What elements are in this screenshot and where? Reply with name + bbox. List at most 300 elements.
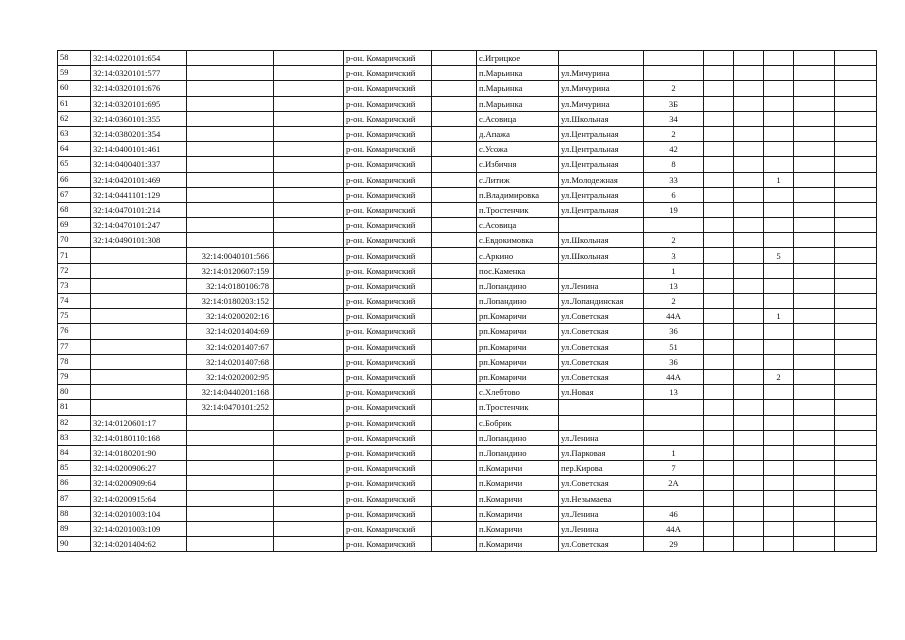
empty-cell	[734, 111, 764, 126]
locality: д.Апажа	[477, 126, 559, 141]
row-number: 72	[58, 263, 91, 278]
empty-cell	[794, 521, 835, 536]
cadastral-number: 32:14:0420101:469	[91, 172, 187, 187]
district: р-он. Комаричский	[344, 248, 432, 263]
street: ул.Парковая	[559, 445, 644, 460]
locality: п.Комаричи	[477, 476, 559, 491]
street: ул.Центральная	[559, 126, 644, 141]
district: р-он. Комаричский	[344, 187, 432, 202]
empty-cell	[734, 218, 764, 233]
house-number: 36	[644, 324, 704, 339]
street: ул.Новая	[559, 385, 644, 400]
table-row	[58, 263, 877, 278]
empty-cell	[432, 491, 477, 506]
house-number: 13	[644, 278, 704, 293]
table-row	[58, 369, 877, 384]
house-number: 44А	[644, 309, 704, 324]
cadastral-number-alt	[187, 445, 274, 460]
empty-cell	[835, 218, 877, 233]
cadastral-number: 32:14:0201003:109	[91, 521, 187, 536]
empty-cell	[432, 66, 477, 81]
house-number: 2	[644, 126, 704, 141]
extra-value	[764, 142, 794, 157]
cadastral-number	[91, 248, 187, 263]
cadastral-number	[91, 369, 187, 384]
house-number: 7	[644, 461, 704, 476]
empty-cell	[835, 142, 877, 157]
empty-cell	[835, 96, 877, 111]
empty-cell	[734, 400, 764, 415]
street: ул.Советская	[559, 309, 644, 324]
empty-cell	[734, 324, 764, 339]
empty-cell	[835, 537, 877, 552]
empty-cell	[274, 126, 344, 141]
locality: п.Лопандино	[477, 294, 559, 309]
row-number: 82	[58, 415, 91, 430]
street: ул.Советская	[559, 339, 644, 354]
empty-cell	[432, 96, 477, 111]
empty-cell	[704, 142, 734, 157]
cadastral-number: 32:14:0400401:337	[91, 157, 187, 172]
empty-cell	[274, 415, 344, 430]
row-number: 58	[58, 51, 91, 66]
empty-cell	[794, 385, 835, 400]
empty-cell	[432, 506, 477, 521]
table-row	[58, 142, 877, 157]
empty-cell	[704, 521, 734, 536]
locality: п.Комаричи	[477, 491, 559, 506]
cadastral-number-alt	[187, 157, 274, 172]
cadastral-number-alt: 32:14:0201407:67	[187, 339, 274, 354]
house-number: 1	[644, 445, 704, 460]
cadastral-number: 32:14:0470101:214	[91, 202, 187, 217]
row-number: 59	[58, 66, 91, 81]
cadastral-number-alt: 32:14:0202002:95	[187, 369, 274, 384]
empty-cell	[835, 491, 877, 506]
empty-cell	[794, 476, 835, 491]
empty-cell	[794, 142, 835, 157]
district: р-он. Комаричский	[344, 309, 432, 324]
empty-cell	[432, 187, 477, 202]
empty-cell	[734, 461, 764, 476]
empty-cell	[794, 445, 835, 460]
empty-cell	[274, 385, 344, 400]
extra-value	[764, 157, 794, 172]
empty-cell	[794, 354, 835, 369]
house-number: 13	[644, 385, 704, 400]
empty-cell	[734, 369, 764, 384]
empty-cell	[835, 339, 877, 354]
cadastral-number-alt	[187, 218, 274, 233]
empty-cell	[432, 248, 477, 263]
empty-cell	[704, 400, 734, 415]
cadastral-number-alt: 32:14:0120607:159	[187, 263, 274, 278]
empty-cell	[734, 506, 764, 521]
district: р-он. Комаричский	[344, 51, 432, 66]
empty-cell	[432, 339, 477, 354]
cadastral-number: 32:14:0320101:676	[91, 81, 187, 96]
street: ул.Ленина	[559, 278, 644, 293]
locality: п.Марьинка	[477, 66, 559, 81]
house-number: 8	[644, 157, 704, 172]
extra-value	[764, 233, 794, 248]
cadastral-number-alt	[187, 172, 274, 187]
empty-cell	[835, 521, 877, 536]
table-row	[58, 51, 877, 66]
table-row	[58, 521, 877, 536]
locality: п.Комаричи	[477, 521, 559, 536]
house-number	[644, 400, 704, 415]
street: ул.Советская	[559, 476, 644, 491]
street: ул.Молодежная	[559, 172, 644, 187]
locality: с.Игрицкое	[477, 51, 559, 66]
empty-cell	[734, 187, 764, 202]
empty-cell	[704, 263, 734, 278]
empty-cell	[794, 400, 835, 415]
extra-value	[764, 81, 794, 96]
empty-cell	[794, 461, 835, 476]
locality: рп.Комаричи	[477, 309, 559, 324]
extra-value	[764, 400, 794, 415]
empty-cell	[835, 324, 877, 339]
table-row	[58, 430, 877, 445]
empty-cell	[704, 126, 734, 141]
empty-cell	[704, 187, 734, 202]
district: р-он. Комаричский	[344, 537, 432, 552]
row-number: 62	[58, 111, 91, 126]
empty-cell	[794, 187, 835, 202]
house-number: 2А	[644, 476, 704, 491]
empty-cell	[432, 202, 477, 217]
table-row	[58, 476, 877, 491]
empty-cell	[835, 461, 877, 476]
empty-cell	[794, 537, 835, 552]
extra-value	[764, 66, 794, 81]
empty-cell	[704, 157, 734, 172]
empty-cell	[432, 111, 477, 126]
district: р-он. Комаричский	[344, 354, 432, 369]
empty-cell	[734, 248, 764, 263]
table-row	[58, 491, 877, 506]
street	[559, 263, 644, 278]
cadastral-number: 32:14:0180201:90	[91, 445, 187, 460]
empty-cell	[704, 309, 734, 324]
extra-value	[764, 51, 794, 66]
empty-cell	[794, 430, 835, 445]
empty-cell	[432, 445, 477, 460]
extra-value: 2	[764, 369, 794, 384]
cadastral-number-alt: 32:14:0040101:566	[187, 248, 274, 263]
cadastral-number: 32:14:0200906:27	[91, 461, 187, 476]
cadastral-number	[91, 385, 187, 400]
street: ул.Школьная	[559, 248, 644, 263]
cadastral-number-alt	[187, 233, 274, 248]
district: р-он. Комаричский	[344, 111, 432, 126]
district: р-он. Комаричский	[344, 506, 432, 521]
row-number: 89	[58, 521, 91, 536]
street	[559, 51, 644, 66]
locality: с.Хлебтово	[477, 385, 559, 400]
street: ул.Школьная	[559, 233, 644, 248]
row-number: 66	[58, 172, 91, 187]
extra-value	[764, 506, 794, 521]
empty-cell	[835, 445, 877, 460]
empty-cell	[835, 369, 877, 384]
empty-cell	[835, 385, 877, 400]
empty-cell	[794, 369, 835, 384]
cadastral-number: 32:14:0400101:461	[91, 142, 187, 157]
house-number: 1	[644, 263, 704, 278]
street: ул.Центральная	[559, 187, 644, 202]
empty-cell	[835, 157, 877, 172]
empty-cell	[835, 415, 877, 430]
district: р-он. Комаричский	[344, 521, 432, 536]
table-row	[58, 506, 877, 521]
table-row	[58, 278, 877, 293]
table-row	[58, 96, 877, 111]
empty-cell	[432, 142, 477, 157]
extra-value: 1	[764, 172, 794, 187]
house-number: 19	[644, 202, 704, 217]
empty-cell	[734, 445, 764, 460]
empty-cell	[734, 309, 764, 324]
street	[559, 400, 644, 415]
empty-cell	[704, 415, 734, 430]
district: р-он. Комаричский	[344, 445, 432, 460]
cadastral-number: 32:14:0470101:247	[91, 218, 187, 233]
extra-value	[764, 415, 794, 430]
table-row	[58, 81, 877, 96]
empty-cell	[734, 142, 764, 157]
locality: рп.Комаричи	[477, 339, 559, 354]
empty-cell	[432, 476, 477, 491]
empty-cell	[734, 202, 764, 217]
empty-cell	[432, 461, 477, 476]
house-number: 2	[644, 233, 704, 248]
empty-cell	[432, 309, 477, 324]
cadastral-number-alt	[187, 506, 274, 521]
row-number: 76	[58, 324, 91, 339]
street: ул.Центральная	[559, 142, 644, 157]
empty-cell	[734, 51, 764, 66]
empty-cell	[274, 202, 344, 217]
table-row	[58, 385, 877, 400]
locality: п.Лопандино	[477, 278, 559, 293]
table-row	[58, 324, 877, 339]
empty-cell	[274, 369, 344, 384]
empty-cell	[274, 51, 344, 66]
cadastral-number-alt: 32:14:0470101:252	[187, 400, 274, 415]
house-number: 51	[644, 339, 704, 354]
empty-cell	[432, 537, 477, 552]
house-number: 2	[644, 81, 704, 96]
row-number: 83	[58, 430, 91, 445]
empty-cell	[274, 476, 344, 491]
empty-cell	[704, 51, 734, 66]
cadastral-number-alt	[187, 51, 274, 66]
locality: п.Комаричи	[477, 506, 559, 521]
street: ул.Советская	[559, 354, 644, 369]
empty-cell	[432, 354, 477, 369]
row-number: 75	[58, 309, 91, 324]
empty-cell	[704, 461, 734, 476]
empty-cell	[704, 278, 734, 293]
cadastral-number-alt: 32:14:0200202:16	[187, 309, 274, 324]
empty-cell	[835, 126, 877, 141]
cadastral-number: 32:14:0220101:654	[91, 51, 187, 66]
row-number: 74	[58, 294, 91, 309]
street: ул.Центральная	[559, 157, 644, 172]
extra-value	[764, 278, 794, 293]
table-row	[58, 126, 877, 141]
empty-cell	[794, 172, 835, 187]
house-number: 6	[644, 187, 704, 202]
empty-cell	[835, 51, 877, 66]
row-number: 73	[58, 278, 91, 293]
district: р-он. Комаричский	[344, 142, 432, 157]
district: р-он. Комаричский	[344, 126, 432, 141]
empty-cell	[432, 521, 477, 536]
cadastral-number-alt	[187, 142, 274, 157]
empty-cell	[274, 537, 344, 552]
row-number: 67	[58, 187, 91, 202]
cadastral-number: 32:14:0180110:168	[91, 430, 187, 445]
cadastral-number	[91, 263, 187, 278]
cadastral-number	[91, 324, 187, 339]
empty-cell	[835, 476, 877, 491]
table-row	[58, 218, 877, 233]
table-row	[58, 445, 877, 460]
cadastral-number: 32:14:0201003:104	[91, 506, 187, 521]
empty-cell	[432, 263, 477, 278]
empty-cell	[835, 111, 877, 126]
empty-cell	[432, 218, 477, 233]
table-row	[58, 157, 877, 172]
empty-cell	[734, 430, 764, 445]
empty-cell	[794, 248, 835, 263]
district: р-он. Комаричский	[344, 461, 432, 476]
cadastral-number-alt: 32:14:0180203:152	[187, 294, 274, 309]
extra-value	[764, 126, 794, 141]
district: р-он. Комаричский	[344, 81, 432, 96]
district: р-он. Комаричский	[344, 415, 432, 430]
cadastral-number-alt	[187, 521, 274, 536]
street: ул.Центральная	[559, 202, 644, 217]
cadastral-number-alt	[187, 66, 274, 81]
empty-cell	[835, 278, 877, 293]
table-row	[58, 309, 877, 324]
cadastral-number-alt	[187, 111, 274, 126]
locality: с.Литиж	[477, 172, 559, 187]
empty-cell	[274, 491, 344, 506]
district: р-он. Комаричский	[344, 263, 432, 278]
extra-value	[764, 430, 794, 445]
extra-value	[764, 111, 794, 126]
table-row	[58, 415, 877, 430]
extra-value	[764, 445, 794, 460]
empty-cell	[432, 430, 477, 445]
empty-cell	[432, 81, 477, 96]
locality: рп.Комаричи	[477, 324, 559, 339]
cadastral-number-alt: 32:14:0440201:168	[187, 385, 274, 400]
empty-cell	[835, 294, 877, 309]
cadastral-number-alt	[187, 187, 274, 202]
empty-cell	[704, 294, 734, 309]
empty-cell	[794, 309, 835, 324]
cadastral-number-alt	[187, 476, 274, 491]
district: р-он. Комаричский	[344, 233, 432, 248]
house-number: 3	[644, 248, 704, 263]
cadastral-number	[91, 400, 187, 415]
house-number: 29	[644, 537, 704, 552]
empty-cell	[432, 278, 477, 293]
empty-cell	[274, 66, 344, 81]
empty-cell	[704, 430, 734, 445]
street: пер.Кирова	[559, 461, 644, 476]
house-number: 3Б	[644, 96, 704, 111]
table-row	[58, 233, 877, 248]
empty-cell	[734, 263, 764, 278]
empty-cell	[835, 81, 877, 96]
empty-cell	[835, 506, 877, 521]
locality: рп.Комаричи	[477, 369, 559, 384]
empty-cell	[704, 248, 734, 263]
street: ул.Ленина	[559, 521, 644, 536]
empty-cell	[274, 430, 344, 445]
street: ул.Советская	[559, 324, 644, 339]
street	[559, 218, 644, 233]
extra-value	[764, 385, 794, 400]
cadastral-number: 32:14:0441101:129	[91, 187, 187, 202]
empty-cell	[274, 233, 344, 248]
empty-cell	[274, 506, 344, 521]
house-number	[644, 218, 704, 233]
house-number: 46	[644, 506, 704, 521]
locality: с.Аркино	[477, 248, 559, 263]
extra-value: 5	[764, 248, 794, 263]
empty-cell	[704, 537, 734, 552]
empty-cell	[794, 81, 835, 96]
row-number: 78	[58, 354, 91, 369]
empty-cell	[734, 354, 764, 369]
empty-cell	[835, 400, 877, 415]
empty-cell	[274, 218, 344, 233]
locality: п.Лопандино	[477, 445, 559, 460]
district: р-он. Комаричский	[344, 430, 432, 445]
cadastral-number	[91, 309, 187, 324]
cadastral-number-alt	[187, 126, 274, 141]
locality: пос.Каменка	[477, 263, 559, 278]
locality: с.Асовица	[477, 111, 559, 126]
empty-cell	[835, 248, 877, 263]
empty-cell	[704, 491, 734, 506]
district: р-он. Комаричский	[344, 324, 432, 339]
district: р-он. Комаричский	[344, 385, 432, 400]
empty-cell	[274, 354, 344, 369]
cadastral-number: 32:14:0320101:695	[91, 96, 187, 111]
district: р-он. Комаричский	[344, 202, 432, 217]
extra-value	[764, 521, 794, 536]
empty-cell	[704, 111, 734, 126]
empty-cell	[704, 233, 734, 248]
empty-cell	[794, 202, 835, 217]
street: ул.Мичурина	[559, 66, 644, 81]
row-number: 88	[58, 506, 91, 521]
table-row	[58, 172, 877, 187]
empty-cell	[835, 66, 877, 81]
row-number: 64	[58, 142, 91, 157]
empty-cell	[704, 172, 734, 187]
